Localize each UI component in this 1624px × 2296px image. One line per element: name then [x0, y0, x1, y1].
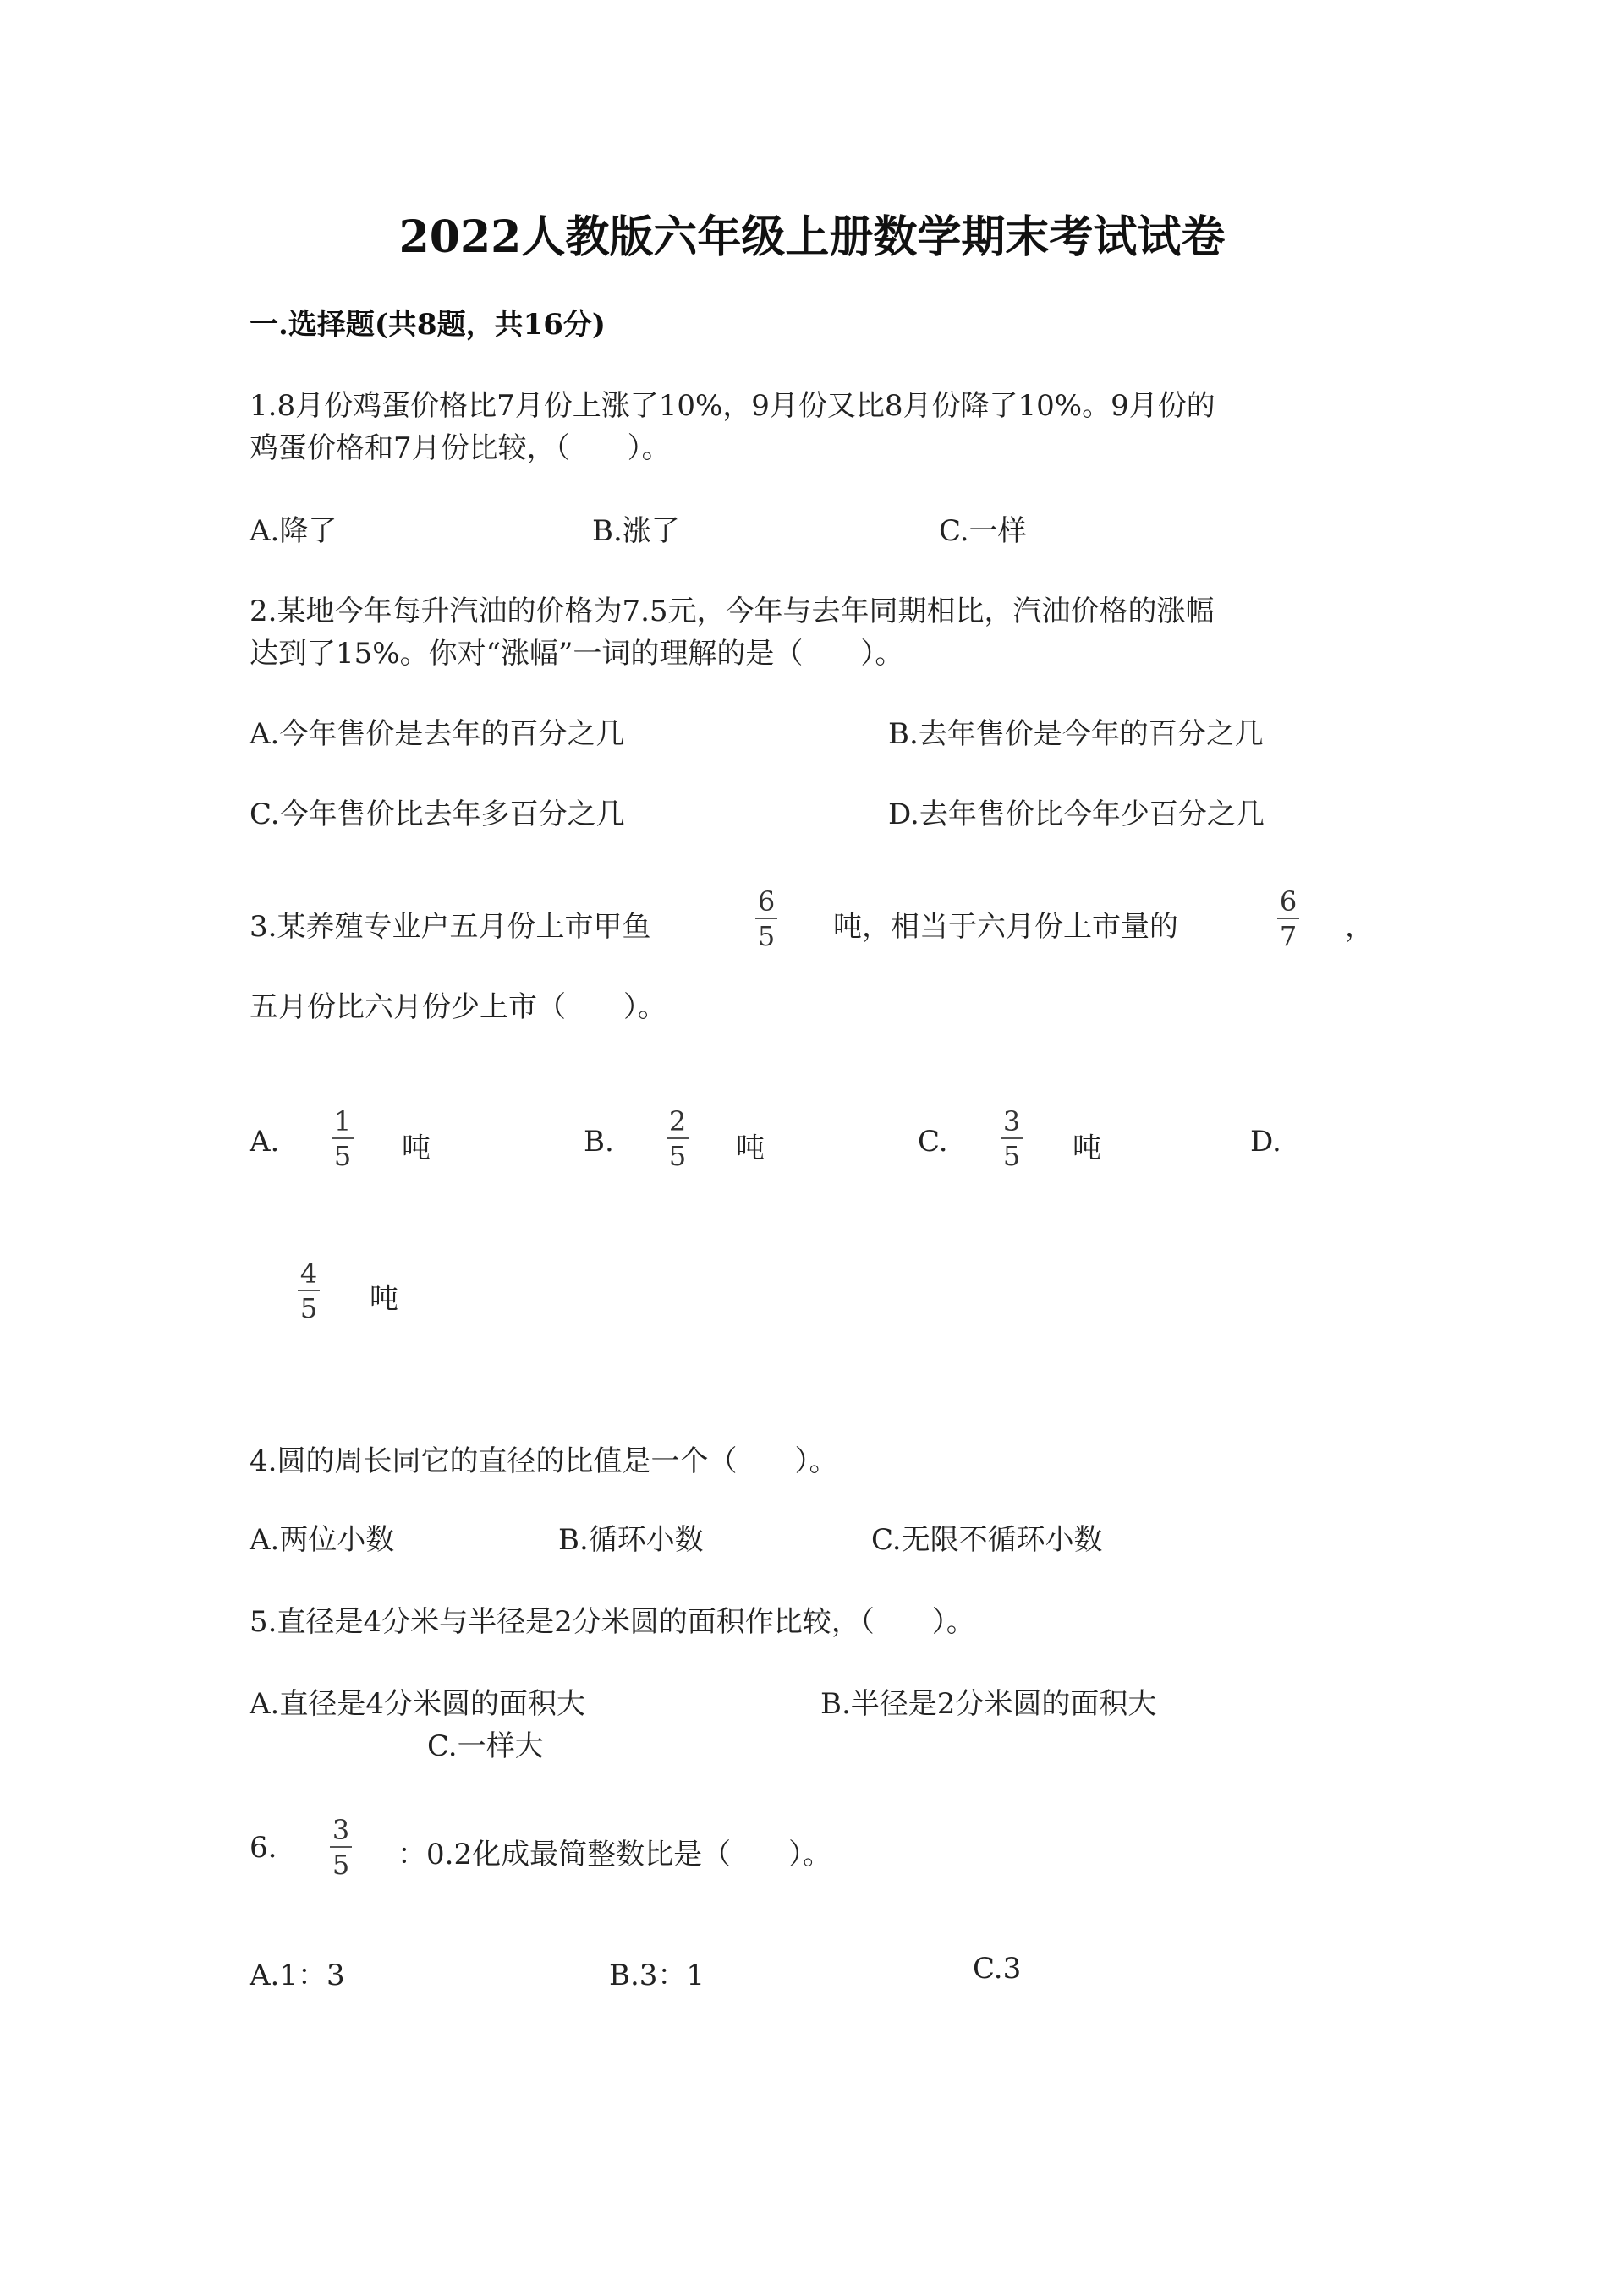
- question-1-line-2: 鸡蛋价格和7月份比较，（ ）。: [250, 431, 671, 465]
- question-6-label: 6.: [250, 1831, 277, 1865]
- question-3-text-2: 吨，相当于六月份上市量的: [833, 910, 1178, 944]
- question-4-text: 4.圆的周长同它的直径的比值是一个（ ）。: [250, 1444, 838, 1478]
- q6-option-b: B.3：1: [609, 1959, 705, 1992]
- q4-option-a: A.两位小数: [250, 1523, 395, 1557]
- q1-option-c: C.一样: [939, 514, 1027, 548]
- fraction-denominator: 5: [668, 1140, 687, 1172]
- q4-option-b: B.循环小数: [558, 1523, 704, 1557]
- q1-option-a: A.降了: [250, 514, 337, 548]
- page-title: 2022人教版六年级上册数学期末考试试卷: [398, 211, 1226, 263]
- question-2-line-2: 达到了15%。你对“涨幅”一词的理解的是（ ）。: [250, 637, 904, 671]
- q3-fraction-6-7: [1277, 885, 1299, 952]
- fraction-numerator: 3: [332, 1814, 350, 1846]
- q2-option-a: A.今年售价是去年的百分之几: [250, 717, 625, 751]
- q3-option-c-unit: 吨: [1073, 1132, 1101, 1165]
- fraction-denominator: 5: [757, 920, 776, 952]
- fraction-denominator: 5: [1002, 1140, 1021, 1172]
- fraction-denominator: 5: [299, 1292, 318, 1324]
- question-3-line-2: 五月份比六月份少上市（ ）。: [250, 990, 667, 1024]
- q2-option-d: D.去年售价比今年少百分之几: [888, 797, 1265, 831]
- fraction-numerator: 6: [1279, 885, 1298, 918]
- q1-option-b: B.涨了: [592, 514, 680, 548]
- q6-option-a: A.1：3: [250, 1959, 345, 1992]
- q6-option-c: C.3: [973, 1952, 1022, 1986]
- q5-option-b: B.半径是2分米圆的面积大: [820, 1687, 1157, 1721]
- q3-option-d-label: D.: [1250, 1125, 1281, 1159]
- fraction-numerator: 6: [757, 885, 776, 918]
- q3-option-b-label: B.: [584, 1125, 614, 1159]
- q2-option-b: B.去年售价是今年的百分之几: [888, 717, 1264, 751]
- q3-option-c-label: C.: [918, 1125, 948, 1159]
- q6-fraction-3-5: [330, 1814, 352, 1881]
- fraction-numerator: 2: [668, 1105, 687, 1137]
- q3-fraction-6-5: [755, 885, 777, 952]
- q3-option-a-fraction: [332, 1105, 354, 1172]
- q3-option-d-unit: 吨: [370, 1282, 398, 1316]
- q4-option-c: C.无限不循环小数: [871, 1523, 1103, 1557]
- q5-option-a: A.直径是4分米圆的面积大: [250, 1687, 585, 1721]
- section-heading: 一.选择题(共8题，共16分): [250, 308, 606, 342]
- q2-option-c: C.今年售价比去年多百分之几: [250, 797, 625, 831]
- fraction-numerator: 3: [1002, 1105, 1021, 1137]
- q3-option-c-fraction: [1001, 1105, 1023, 1172]
- question-5-text: 5.直径是4分米与半径是2分米圆的面积作比较，（ ）。: [250, 1605, 975, 1639]
- question-1-line-1: 1.8月份鸡蛋价格比7月份上涨了10%，9月份又比8月份降了10%。9月份的: [250, 389, 1215, 423]
- q3-option-b-unit: 吨: [736, 1132, 765, 1165]
- q3-option-a-label: A.: [250, 1125, 280, 1159]
- question-6-text: ：0.2化成最简整数比是（ ）。: [398, 1838, 832, 1871]
- q3-option-b-fraction: [667, 1105, 689, 1172]
- q3-option-a-unit: 吨: [402, 1132, 431, 1165]
- fraction-denominator: 5: [332, 1849, 350, 1881]
- fraction-denominator: 7: [1279, 920, 1298, 952]
- question-2-line-1: 2.某地今年每升汽油的价格为7.5元，今年与去年同期相比，汽油价格的涨幅: [250, 595, 1215, 628]
- q5-option-c: C.一样大: [427, 1729, 544, 1763]
- fraction-numerator: 4: [299, 1258, 318, 1290]
- question-3-text-3: ，: [1345, 910, 1374, 944]
- fraction-numerator: 1: [333, 1105, 352, 1137]
- q3-option-d-fraction: [298, 1260, 320, 1322]
- fraction-denominator: 5: [333, 1140, 352, 1172]
- question-3-text-1: 3.某养殖专业户五月份上市甲鱼: [250, 910, 651, 944]
